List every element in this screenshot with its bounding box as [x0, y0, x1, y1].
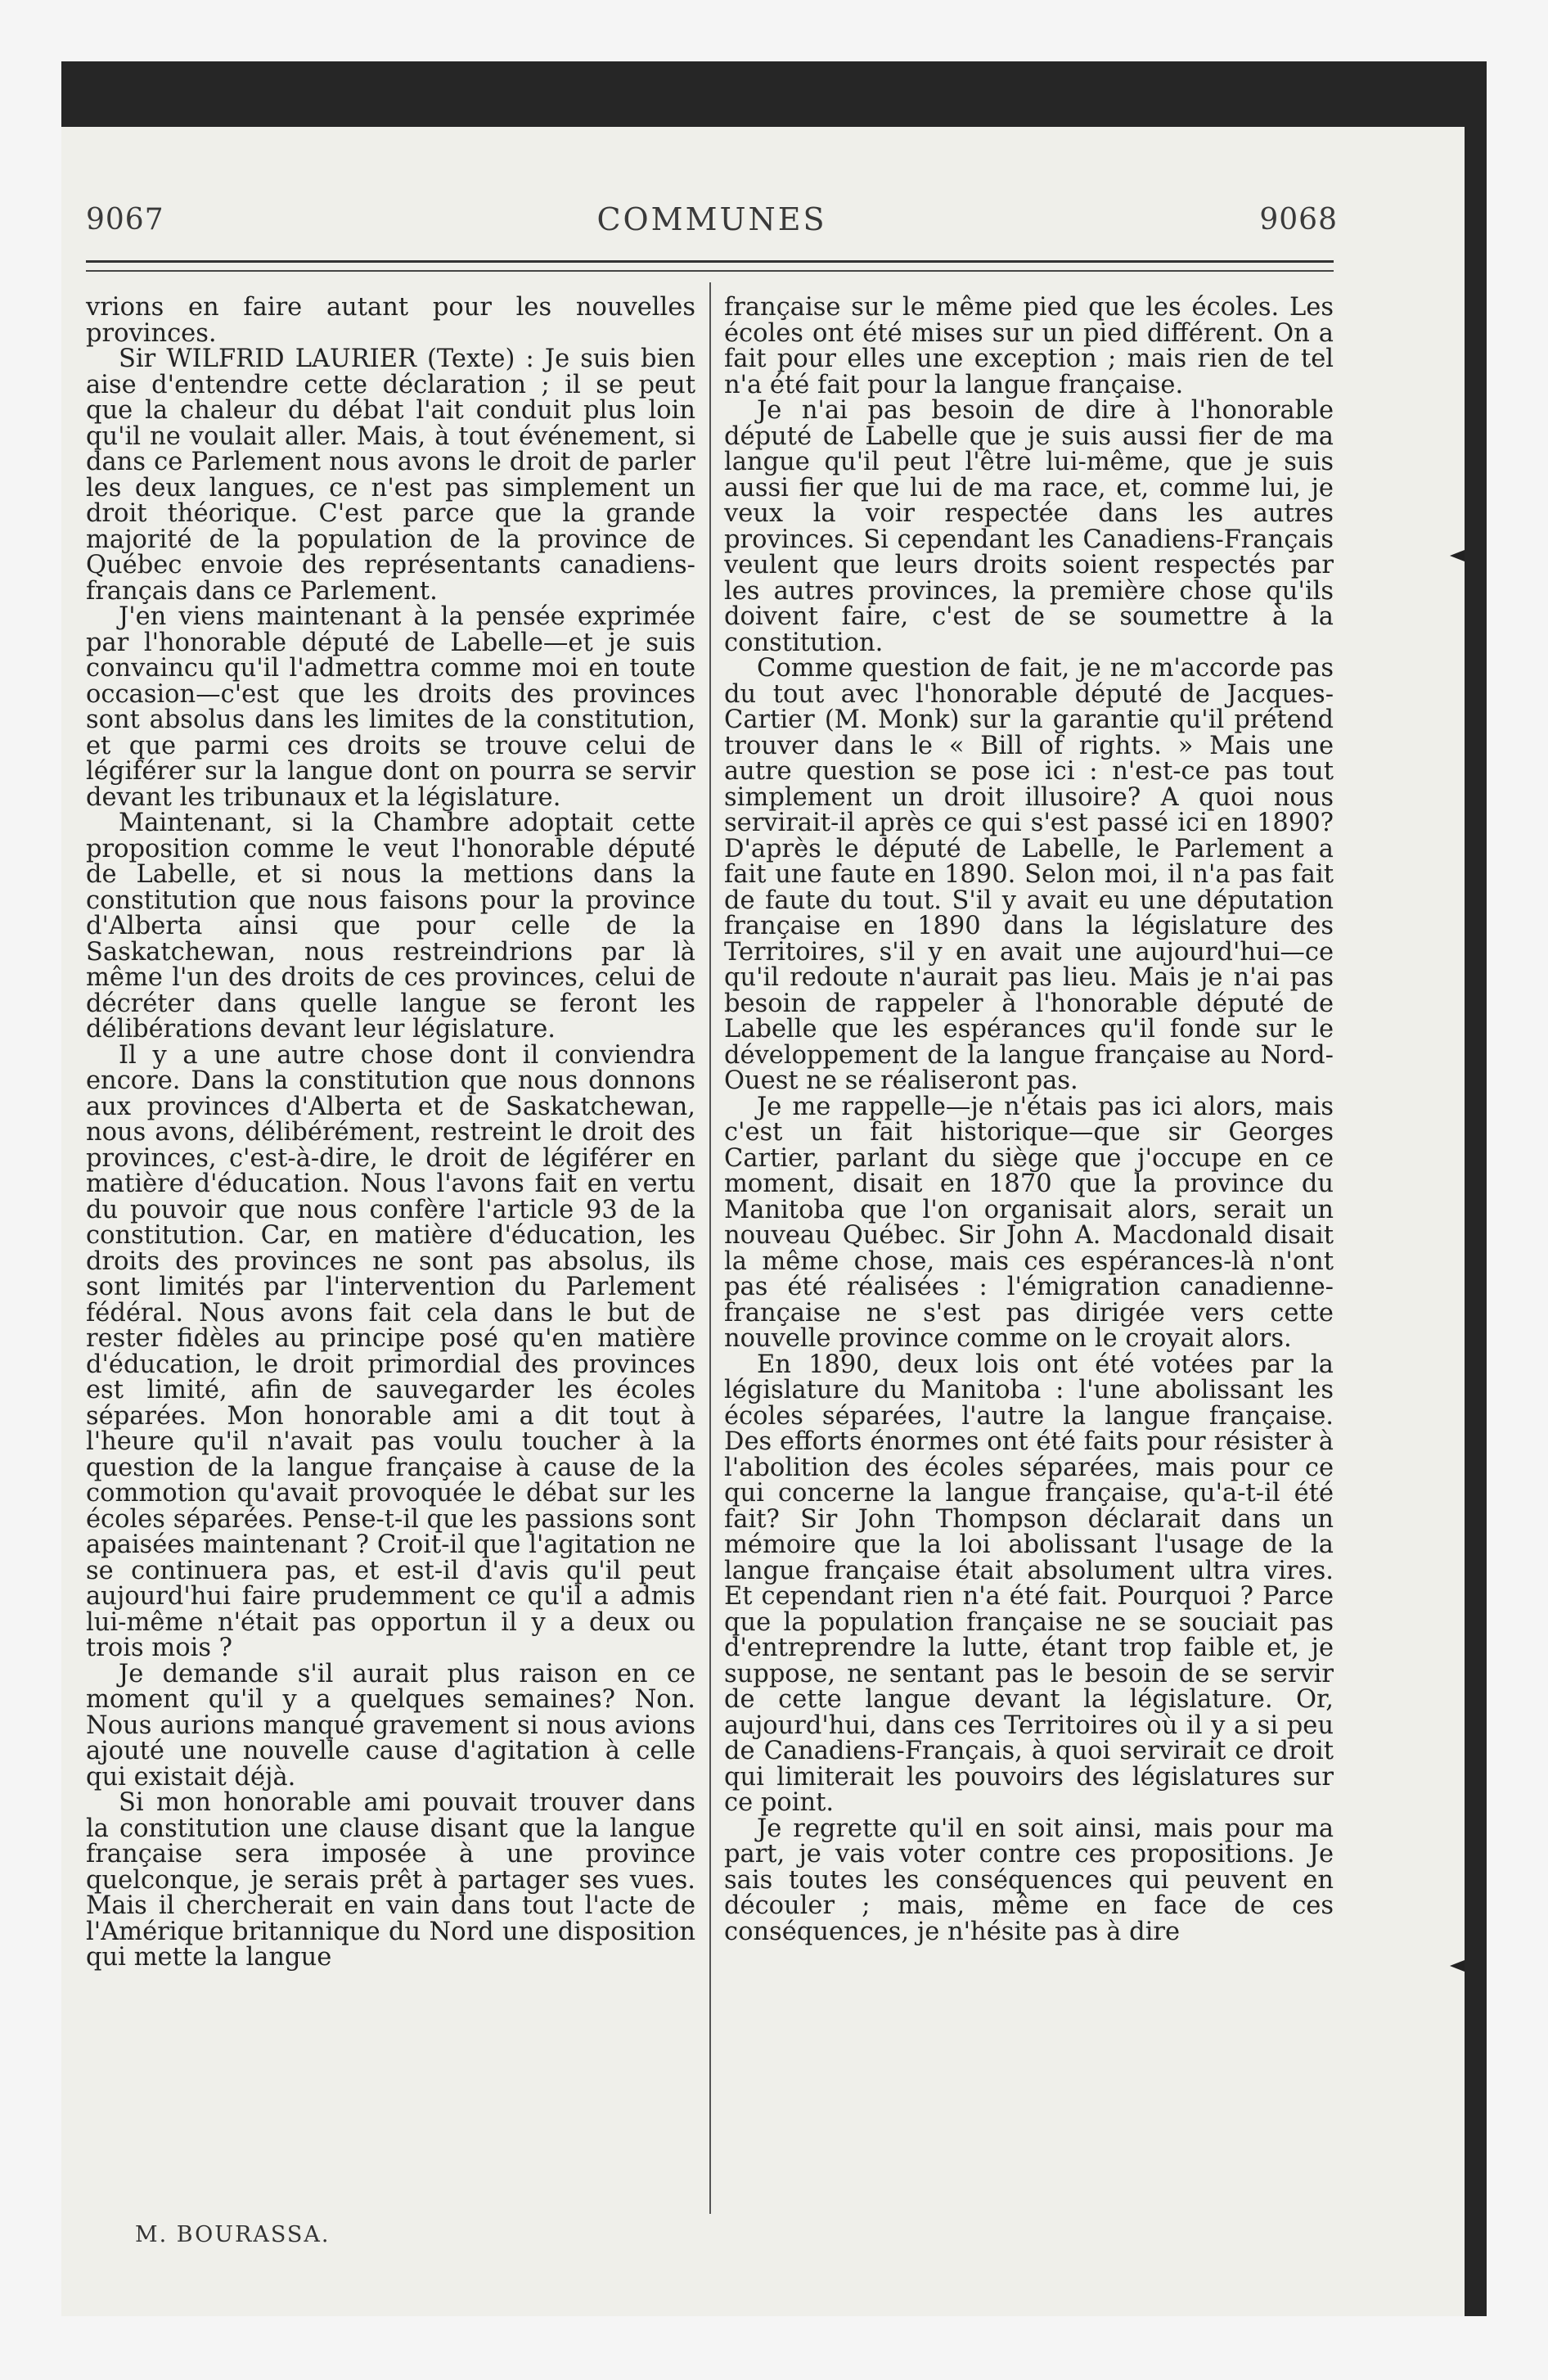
paragraph: Comme question de fait, je ne m'accorde pas du tout avec l'honorable député de Jacques-Cartier (M. Monk) sur la garantie qu'il prétend trouver dans le « Bill of rights. » Mais une autre question se pose ici : n'est-ce pas tout simplement un droit illusoire? A quoi nous servirait-il après ce qui s'est passé ici en 1890? D'après le député de Labelle, le Parlement a fait une faute en 1890. Selon moi, il n'a pas fait de faute du tout. S'il y avait eu une députation française en 1890 dans la législature des Territoires, s'il y en avait une aujourd'hui—ce qu'il redoute n'aurait pas lieu. Mais je n'ai pas besoin de rappeler à l'honorable député de Labelle que les espérances qu'il fonde sur le développement de la langue française au Nord-Ouest ne se réaliseront pas. [724, 654, 1334, 1095]
column-divider [709, 282, 711, 2214]
paragraph: vrions en faire autant pour les nouvelles provinces. [86, 293, 695, 348]
right-column [724, 295, 1334, 1945]
scan-top-band [61, 61, 1487, 127]
paragraph: Je demande s'il aurait plus raison en ce moment qu'il y a quelques semaines? Non. Nous aurions manqué gravement si nous avions ajouté une nouvelle cause d'agitation à celle qui existait déjà. [86, 1659, 695, 1792]
paragraph: Je regrette qu'il en soit ainsi, mais pour ma part, je vais voter contre ces propositions. Je sais toutes les conséquences qui peuvent en découler ; mais, même en face de ces conséquences, je n'hésite pas à dire [724, 1814, 1334, 1946]
paragraph: Si mon honorable ami pouvait trouver dans la constitution une clause disant que la langue française sera imposée à une province quelconque, je serais prêt à partager ses vues. Mais il chercherait en vain dans tout l'acte de l'Amérique britannique du Nord une disposition qui mette la langue [86, 1788, 695, 1972]
page-number-left: 9067 [86, 203, 164, 237]
page-header [86, 196, 1338, 246]
paragraph: Sir WILFRID LAURIER (Texte) : Je suis bien aise d'entendre cette déclaration ; il se peut que la chaleur du débat l'ait conduit plus loin qu'il ne voulait aller. Mais, à tout événement, si dans ce Parlement nous avons le droit de parler les deux langues, ce n'est pas simplement un droit théorique. C'est parce que la grande majorité de la population de la province de Québec envoie des représentants canadiens-français dans ce Parlement. [86, 345, 695, 606]
paragraph: française sur le même pied que les écoles. Les écoles ont été mises sur un pied différent. On a fait pour elles une exception ; mais rien de tel n'a été fait pour la langue française. [724, 293, 1334, 399]
paragraph: J'en viens maintenant à la pensée exprimée par l'honorable député de Labelle—et je suis convaincu qu'il l'admettra comme moi en toute occasion—c'est que les droits des provinces sont absolus dans les limites de la constitution, et que parmi ces droits se trouve celui de légiférer sur la langue dont on pourra se servir devant les tribunaux et la législature. [86, 602, 695, 812]
margin-marker-icon [1450, 550, 1465, 561]
page-number-right: 9068 [1259, 203, 1338, 237]
paragraph: Il y a une autre chose dont il conviendra encore. Dans la constitution que nous donnons aux provinces d'Alberta et de Saskatchewan, nous avons, délibérément, restreint le droit des provinces, c'est-à-dire, le droit de légiférer en matière d'éducation. Nous l'avons fait en vertu du pouvoir que nous confère l'article 93 de la constitution. Car, en matière d'éducation, les droits des provinces ne sont pas absolus, ils sont limités par l'intervention du Parlement fédéral. Nous avons fait cela dans le but de rester fidèles au principe posé qu'en matière d'éducation, le droit primordial des provinces est limité, afin de sauvegarder les écoles séparées. Mon honorable ami a dit tout à l'heure qu'il n'avait pas voulu toucher à la question de la langue française à cause de la commotion qu'avait provoquée le débat sur les écoles séparées. Pense-t-il que les passions sont apaisées maintenant ? Croit-il que l'agitation ne se continuera pas, et est-il d'avis qu'il peut aujourd'hui faire prudemment ce qu'il a admis lui-même n'était pas opportun il y a deux ou trois mois ? [86, 1040, 695, 1662]
paragraph: Maintenant, si la Chambre adoptait cette proposition comme le veut l'honorable député de Labelle, et si nous la mettions dans la constitution que nous faisons pour la province d'Alberta ainsi que pour celle de la Saskatchewan, nous restreindrions par là même l'un des droits de ces provinces, celui de décréter dans quelle langue se feront les délibérations devant leur législature. [86, 809, 695, 1044]
header-rule [86, 260, 1334, 263]
footer-speaker: M. BOURASSA. [135, 2222, 331, 2247]
scan-right-band [1465, 61, 1487, 2316]
page-title: COMMUNES [596, 201, 827, 237]
paragraph: Je n'ai pas besoin de dire à l'honorable député de Labelle que je suis aussi fier de ma langue qu'il peut l'être lui-même, que je suis aussi fier que lui de ma race, et, comme lui, je veux la voir respectée dans les autres provinces. Si cependant les Canadiens-Français veulent que leurs droits soient respectés par les autres provinces, la première chose qu'ils doivent faire, c'est de se soumettre à la constitution. [724, 396, 1334, 657]
paragraph: Je me rappelle—je n'étais pas ici alors, mais c'est un fait historique—que sir Georges Cartier, parlant du siège que j'occupe en ce moment, disait en 1870 que la province du Manitoba que l'on organisait alors, serait un nouveau Québec. Sir John A. Macdonald disait la même chose, mais ces espérances-là n'ont pas été réalisées : l'émigration canadienne-française ne s'est pas dirigée vers cette nouvelle province comme on le croyait alors. [724, 1092, 1334, 1353]
header-rule-secondary [86, 270, 1334, 272]
paragraph: En 1890, deux lois ont été votées par la législature du Manitoba : l'une abolissant les écoles séparées, l'autre la langue française. Des efforts énormes ont été faits pour résister à l'abolition des écoles séparées, mais pour ce qui concerne la langue française, qu'a-t-il été fait? Sir John Thompson déclarait dans un mémoire que la loi abolissant l'usage de la langue française était absolument ultra vires. Et cependant rien n'a été fait. Pourquoi ? Parce que la population française ne se souciait pas d'entreprendre la lutte, étant trop faible et, je suppose, ne sentant pas le besoin de se servir de cette langue devant la législature. Or, aujourd'hui, dans ces Territoires où il y a si peu de Canadiens-Français, à quoi servirait ce droit qui limiterait les pouvoirs des législatures sur ce point. [724, 1350, 1334, 1817]
left-column [86, 295, 695, 1971]
margin-marker-icon [1450, 1960, 1465, 1972]
